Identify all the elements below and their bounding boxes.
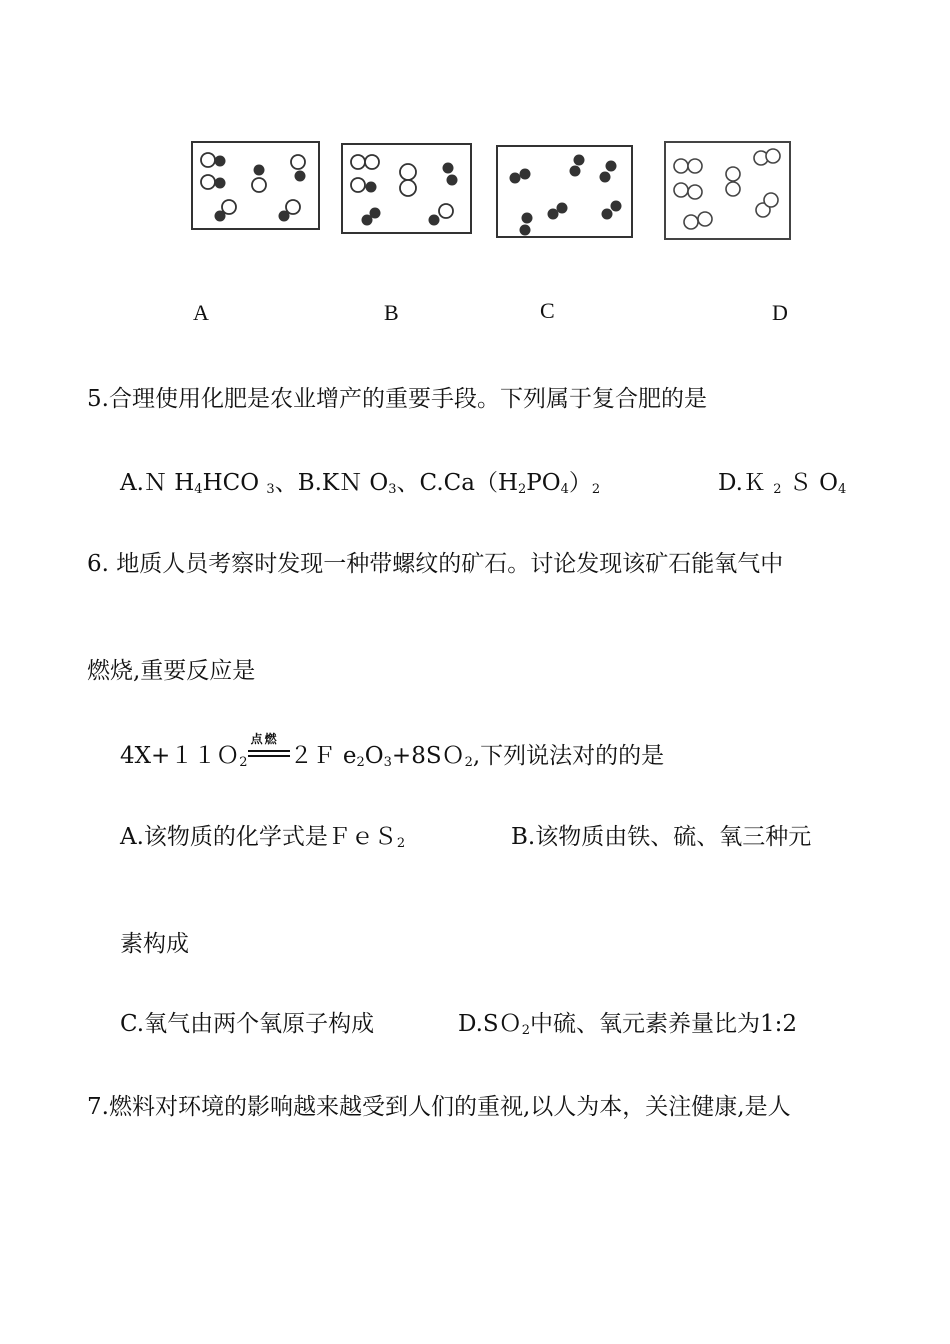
q6-option-b-line2: 素构成 [120,931,189,957]
q6-option-b-line1: B.该物质由铁、硫、氧三种元 [511,824,812,850]
diagram-box-c [495,144,635,240]
q6-option-d: D.SＯ$_2$中硫、氧元素养量比为1:2 [458,1011,797,1038]
q5-option-a: A.Ｎ $H_4HCO$ $_3$ [120,470,275,497]
diagram-box-a [190,140,322,232]
diagram-label-b: B [384,300,399,325]
diagram-box-b [340,142,474,236]
q5-option-d: D.Ｋ $_2$ Ｓ $O_4$ [718,470,847,497]
q5-option-b: B.KＮ $O_3$ [297,470,397,497]
diagram-label-a: A [193,300,209,325]
q5-option-c: $C.Ca(H_2PO_4)_2$ [419,470,601,497]
q5-options-row: A.Ｎ $H_4HCO$ $_3$、B.KＮ $O_3$、$C.Ca(H_2PO_4)_2$ [120,470,601,497]
q6-stem-line2: 燃烧,重要反应是 [87,658,256,684]
diagram-box-d [663,140,793,242]
q6-option-c: C.氧气由两个氧原子构成 [120,1011,375,1037]
q6-option-a: A.该物质的化学式是ＦｅＳ$_2$ [120,824,406,851]
q6-equation: 4X+１１Ｏ$_2$ 点燃 ２Ｆ $e_2O_3+8SO_2$,下列说法对的的是 [120,732,665,770]
ignite-condition: 点燃 [248,739,290,765]
diagram-label-d: D [772,300,788,325]
q6-stem-line1: 6. 地质人员考察时发现一种带螺纹的矿石。讨论发现该矿石能氧气中 [87,551,784,577]
q7-stem: 7.燃料对环境的影响越来越受到人们的重视,以人为本，关注健康,是人 [87,1094,791,1120]
diagram-label-c: C [540,298,555,323]
q5-stem: 5.合理使用化肥是农业增产的重要手段。下列属于复合肥的是 [87,386,707,412]
